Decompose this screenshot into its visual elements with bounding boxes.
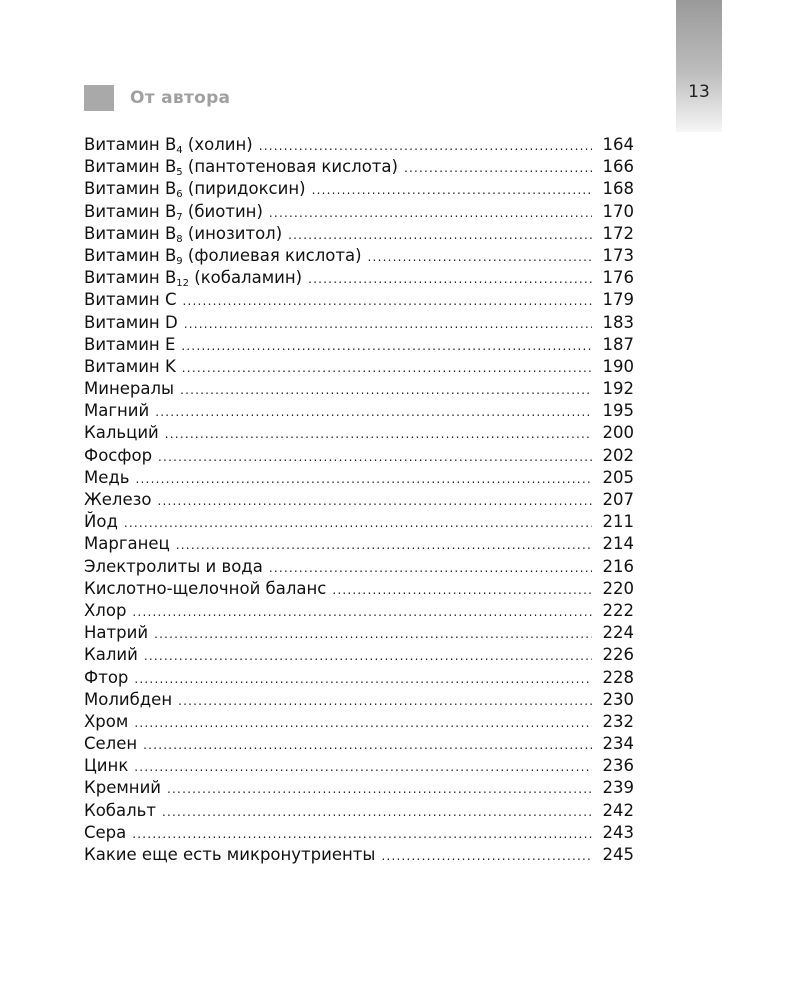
toc-entry-page: 214 [602,534,634,554]
toc-dot-leader [269,557,592,579]
toc-entry-page: 172 [602,223,634,243]
toc-entry-page: 173 [602,245,634,265]
toc-dot-leader [308,268,592,290]
toc-entry-page: 216 [602,556,634,576]
section-title: От автора [130,88,231,108]
toc-entry-title: Витамин $B_4$ (холин) [84,135,253,156]
toc-entry-page: 190 [602,356,634,376]
toc-entry-page: 168 [602,179,634,199]
toc-entry-title: Витамин $B_5$ (пантотеновая кислота) [84,157,398,179]
toc-dot-leader [144,645,592,667]
toc-entry-page: 243 [602,822,634,842]
toc-entry-page: 234 [602,734,634,754]
toc-entry[interactable] [84,800,634,822]
toc-entry-title: Витамин E [84,334,176,354]
toc-entry-subscript: 8 [176,233,183,245]
page-number: 13 [688,82,710,102]
toc-entry[interactable] [84,245,634,267]
toc-entry[interactable] [84,667,634,689]
toc-dot-leader [183,290,593,312]
toc-entry-title: Цинк [84,756,129,776]
toc-entry-title: Кремний [84,778,162,798]
toc-entry[interactable] [84,689,634,711]
header-marker [84,85,114,111]
toc-dot-leader [132,601,592,623]
toc-entry-title: Какие еще есть микронутриенты [84,845,376,864]
toc-dot-leader [167,778,592,800]
toc-dot-leader [124,512,592,534]
toc-entry-page: 239 [602,778,634,798]
section-header [84,85,230,111]
toc-entry-title: Кальций [84,423,159,443]
toc-entry-title: Кислотно-щелочной баланс [84,578,327,598]
toc-dot-leader [154,623,592,645]
toc-entry[interactable] [84,178,634,200]
toc-entry-page: 166 [602,157,634,177]
toc-entry[interactable] [84,378,634,400]
toc-entry-title: Йод [84,512,118,532]
toc-dot-leader [158,490,593,512]
page-corner-tab [676,0,722,132]
toc-entry-title: Молибден [84,689,173,709]
toc-entry-title: Калий [84,645,138,665]
toc-dot-leader [259,135,592,157]
toc-entry-page: 230 [602,689,634,709]
toc-entry-title: Фтор [84,667,129,687]
toc-entry[interactable] [84,733,634,755]
toc-entry-subscript: 6 [176,189,183,201]
toc-entry[interactable] [84,511,634,533]
toc-entry-subscript: 12 [176,278,190,290]
toc-entry-page: 176 [602,268,634,288]
toc-dot-leader [158,446,592,468]
toc-dot-leader [134,712,592,734]
toc-entry-title: Витамин C [84,290,177,310]
toc-dot-leader [134,756,592,778]
toc-entry-page: 242 [602,800,634,820]
toc-entry-page: 211 [602,512,634,532]
toc-entry-page: 220 [602,578,634,598]
toc-entry-subscript: 9 [176,255,183,267]
toc-entry-title: Медь [84,467,130,487]
toc-entry-page: 245 [602,845,634,864]
toc-entry[interactable] [84,201,634,223]
toc-entry[interactable] [84,556,634,578]
toc-entry-title: Минералы [84,379,175,399]
toc-dot-leader [132,823,592,845]
toc-entry-title: Витамин $B_8$ (инозитол) [84,223,283,245]
toc-entry-title: Марганец [84,534,170,554]
toc-entry[interactable] [84,533,634,555]
toc-entry[interactable] [84,777,634,799]
toc-entry-title: Витамин $B_7$ (биотин) [84,201,263,223]
toc-entry-page: 205 [602,467,634,487]
toc-entry-page: 170 [602,201,634,221]
toc-dot-leader [176,534,592,556]
toc-dot-leader [269,202,592,224]
toc-entry[interactable] [84,156,634,178]
toc-dot-leader [381,845,592,867]
toc-entry[interactable] [84,400,634,422]
toc-entry[interactable] [84,223,634,245]
toc-entry[interactable] [84,289,634,311]
toc-dot-leader [180,379,592,401]
toc-entry-subscript: 5 [176,167,183,179]
toc-entry-title: Хром [84,711,129,731]
toc-entry[interactable] [84,578,634,600]
toc-entry-page: 195 [602,401,634,421]
toc-dot-leader [178,690,592,712]
toc-entry-title: Витамин $B_9$ (фолиевая кислота) [84,245,362,267]
toc-dot-leader [184,313,592,335]
toc-entry[interactable] [84,822,634,844]
toc-entry-title: Кобальт [84,800,156,820]
table-of-contents [84,134,634,866]
toc-entry-title: Электролиты и вода [84,556,263,576]
toc-entry-page: 192 [602,379,634,399]
toc-entry[interactable] [84,267,634,289]
toc-entry-page: 236 [602,756,634,776]
toc-entry-page: 207 [602,490,634,509]
toc-entry-title: Витамин $B_{12}$ (кобаламин) [84,268,303,290]
toc-entry-title: Хлор [84,600,127,620]
toc-entry[interactable] [84,711,634,733]
toc-entry-page: 232 [602,711,634,731]
toc-dot-leader [136,468,592,490]
toc-entry-title: Магний [84,401,150,421]
toc-entry-page: 183 [602,312,634,332]
toc-dot-leader [134,668,592,690]
toc-entry-title: Витамин K [84,356,176,376]
toc-entry[interactable] [84,334,634,356]
toc-dot-leader [368,246,592,268]
toc-entry-page: 200 [602,423,634,443]
toc-entry[interactable] [84,644,634,666]
toc-entry-title: Сера [84,822,127,842]
toc-entry-title: Железо [84,490,152,509]
toc-entry[interactable] [84,755,634,777]
toc-dot-leader [182,357,592,379]
toc-dot-leader [143,734,592,756]
toc-entry-title: Витамин D [84,312,178,332]
toc-entry[interactable] [84,467,634,489]
toc-dot-leader [181,335,592,357]
toc-entry-title: Селен [84,734,138,754]
toc-entry-page: 164 [602,135,634,154]
toc-entry-title: Натрий [84,623,149,643]
toc-entry-page: 179 [602,290,634,310]
toc-entry-page: 228 [602,667,634,687]
toc-entry-page: 226 [602,645,634,665]
toc-dot-leader [332,579,592,601]
toc-entry-page: 224 [602,623,634,643]
toc-entry-subscript: 7 [176,211,183,223]
toc-entry[interactable] [84,422,634,444]
toc-entry-title: Витамин $B_6$ (пиридоксин) [84,179,306,201]
toc-entry-page: 187 [602,334,634,354]
toc-entry[interactable] [84,844,634,866]
toc-dot-leader [162,801,592,823]
toc-entry[interactable] [84,312,634,334]
toc-entry-page: 202 [602,445,634,465]
toc-entry[interactable] [84,600,634,622]
toc-entry[interactable] [84,445,634,467]
toc-entry-page: 222 [602,600,634,620]
toc-dot-leader [288,224,592,246]
toc-entry[interactable] [84,622,634,644]
toc-entry-subscript: 4 [176,145,183,156]
toc-dot-leader [155,401,592,423]
toc-entry-title: Фосфор [84,445,153,465]
toc-entry[interactable] [84,356,634,378]
toc-entry[interactable] [84,134,634,156]
toc-dot-leader [165,423,592,445]
toc-dot-leader [404,157,592,179]
toc-dot-leader [312,179,592,201]
toc-entry[interactable] [84,489,634,511]
